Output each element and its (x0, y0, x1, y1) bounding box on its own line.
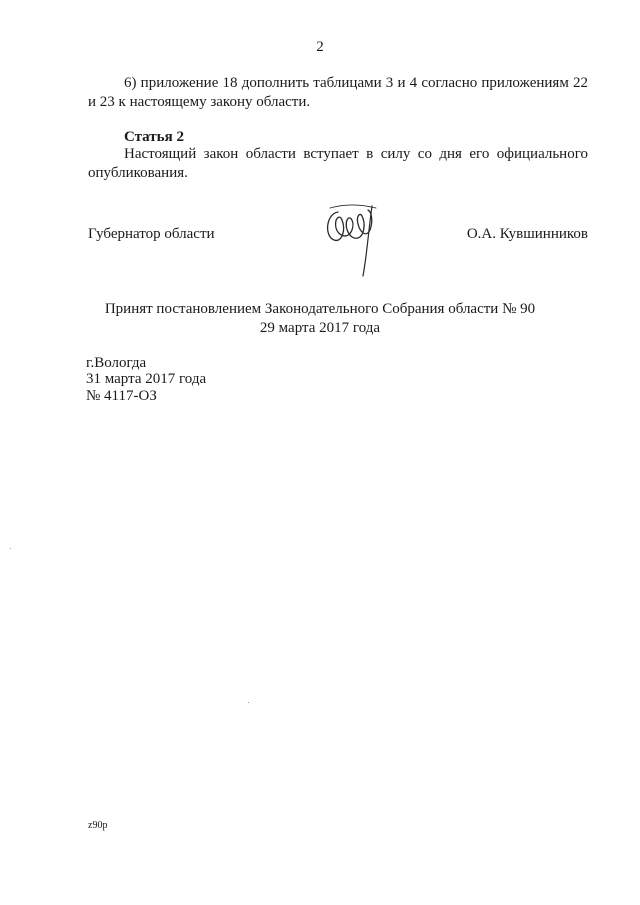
place-of-signing: г.Вологда (86, 355, 147, 371)
article-2-text: Настоящий закон области вступает в силу со дня его официального опубликования. (88, 146, 588, 181)
handwritten-signature (320, 200, 382, 280)
footer-code: z90p (88, 820, 108, 831)
signing-date: 31 марта 2017 года (86, 371, 207, 387)
scan-speck (248, 702, 249, 703)
adoption-line-2: 29 марта 2017 года (259, 320, 381, 336)
article-2-heading: Статья 2 (124, 129, 184, 145)
governor-name: О.А. Кувшинников (466, 226, 588, 242)
governor-title: Губернатор области (88, 226, 215, 242)
scan-speck (10, 548, 11, 549)
item-6-paragraph: 6) приложение 18 дополнить таблицами 3 и 4 согласно приложениям 22 и 23 к настоящему закону области. (88, 75, 588, 110)
adoption-statement (0, 300, 640, 338)
law-number: № 4117-ОЗ (86, 388, 157, 404)
page-number: 2 (316, 39, 324, 55)
adoption-line-1: Принят постановлением Законодательного Собрания области № 90 (104, 301, 536, 317)
